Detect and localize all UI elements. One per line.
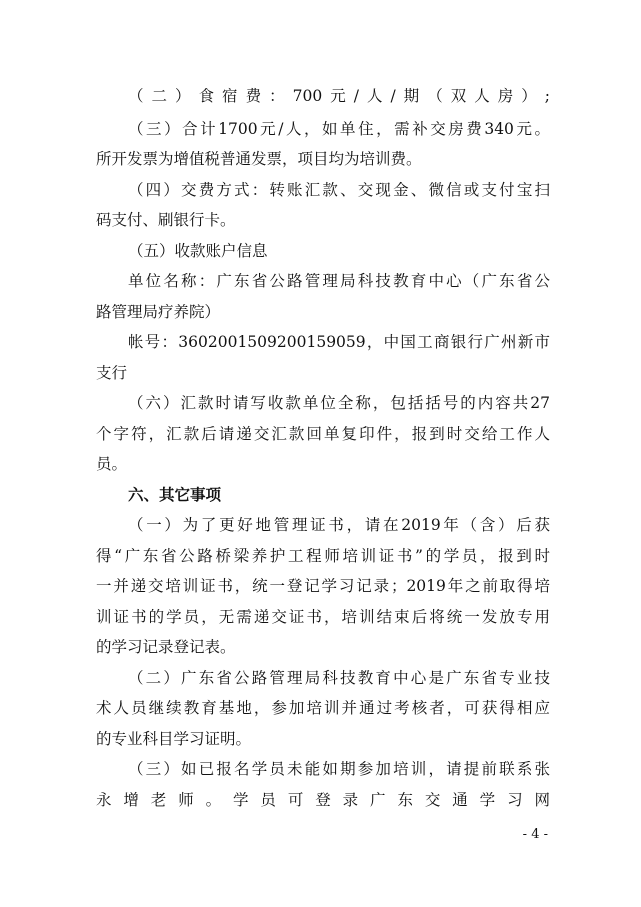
payment-method-line-cont: 码支付、刷银行卡。	[96, 211, 236, 229]
education-base-line-2: 术人员继续教育基地，参加培训并通过考核者，可获得相应	[96, 699, 550, 717]
absence-note-line: （三）如已报名学员未能如期参加培训，请提前联系张	[128, 760, 550, 778]
certificate-note-line-4: 训证书的学员，无需递交证书，培训结束后将统一发放专用	[96, 608, 550, 626]
page-number: - 4 -	[522, 827, 548, 842]
remittance-note-line-end: 员。	[96, 455, 128, 473]
certificate-note-line-5: 的学习记录登记表。	[96, 638, 236, 656]
certificate-note-line: （一）为了更好地管理证书，请在2019年（含）后获	[128, 516, 550, 534]
account-number-line: 帐号：3602001509200159059，中国工商银行广州新市	[128, 333, 550, 351]
certificate-note-line-2: 得“广东省公路桥梁养护工程师培训证书”的学员，报到时	[96, 547, 550, 565]
fee-total-line: （三）合计1700元/人，如单住，需补交房费340元。	[128, 120, 550, 138]
account-number-line-cont: 支行	[96, 364, 128, 382]
account-info-heading: （五）收款账户信息	[128, 242, 268, 260]
certificate-note-line-3: 一并递交培训证书，统一登记学习记录；2019年之前取得培	[96, 577, 550, 595]
education-base-line-3: 的专业科目学习证明。	[96, 730, 252, 748]
section-heading-other-matters: 六、其它事项	[128, 486, 222, 504]
absence-note-line-2: 永增老师。学员可登录广东交通学习网	[96, 791, 550, 809]
payment-method-line: （四）交费方式：转账汇款、交现金、微信或支付宝扫	[128, 181, 550, 199]
fee-accommodation-line: （二）食宿费：700元/人/期（双人房）;	[128, 87, 550, 105]
remittance-note-line: （六）汇款时请写收款单位全称，包括括号的内容共27	[128, 394, 550, 412]
unit-name-line-cont: 路管理局疗养院）	[96, 303, 221, 321]
unit-name-line: 单位名称：广东省公路管理局科技教育中心（广东省公	[128, 272, 550, 290]
remittance-note-line-cont: 个字符，汇款后请递交汇款回单复印件，报到时交给工作人	[96, 425, 550, 443]
education-base-line: （二）广东省公路管理局科技教育中心是广东省专业技	[128, 669, 550, 687]
invoice-note-line: 所开发票为增值税普通发票，项目均为培训费。	[96, 150, 422, 168]
